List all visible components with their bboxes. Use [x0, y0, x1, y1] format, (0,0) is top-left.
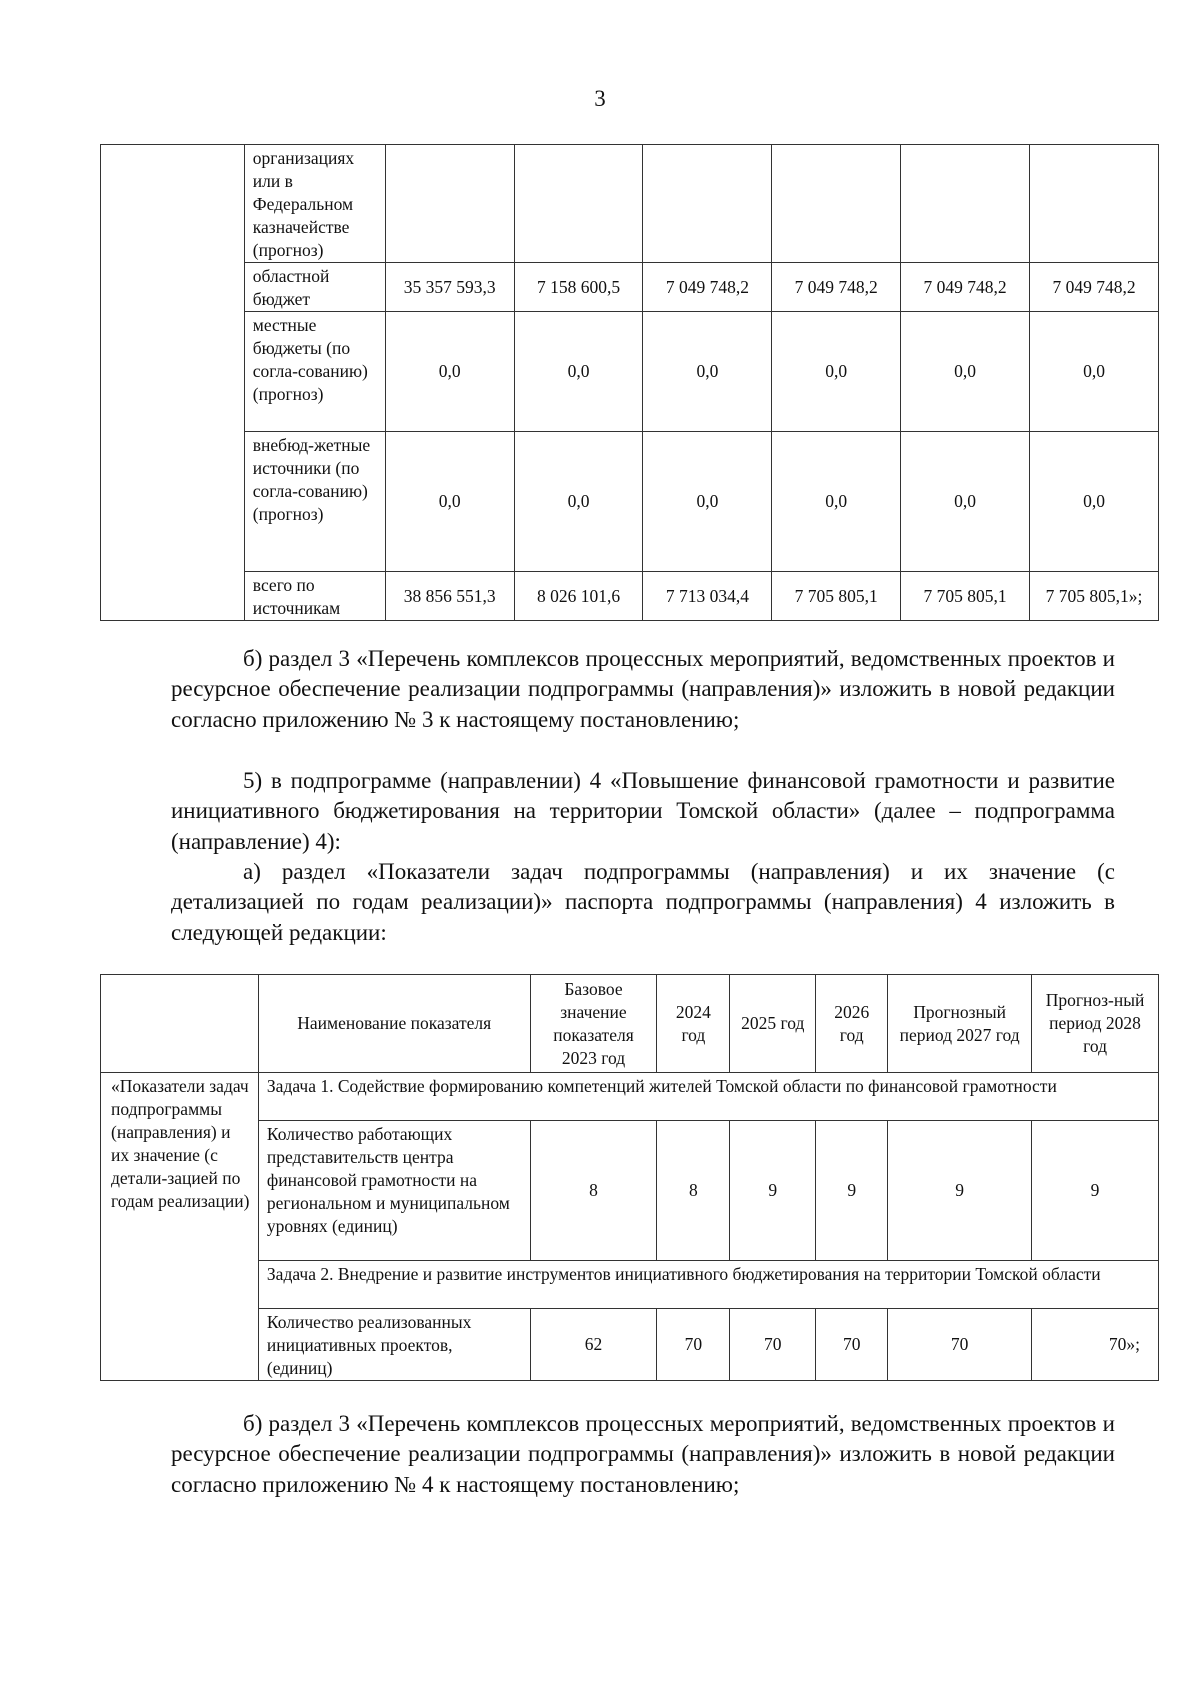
column-header: 2025 год [730, 975, 816, 1073]
paragraph: б) раздел 3 «Перечень комплексов процессных мероприятий, ведомственных проектов и ресурсное обеспечение реализации подпрограммы (направления)» изложить в новой редакции согласно приложению № 4 к настоящему постановлению; [171, 1411, 1115, 1497]
task-row [101, 1073, 1159, 1121]
table-cell: 70 [657, 1309, 730, 1381]
task-1: Задача 1. Содействие формированию компетенций жителей Томской области по финансовой грамотности [258, 1073, 1158, 1121]
page-number: 3 [594, 86, 606, 111]
indicator-name: Количество работающих представительств центра финансовой грамотности на региональном и муниципальном уровнях (единиц) [258, 1121, 530, 1261]
column-header: 2024 год [657, 975, 730, 1073]
row-label: организациях или в Федеральном казначействе (прогноз) [244, 145, 385, 263]
column-header: Прогнозный период 2027 год [888, 975, 1032, 1073]
table-cell: 0,0 [901, 312, 1030, 432]
paragraph: б) раздел 3 «Перечень комплексов процессных мероприятий, ведомственных проектов и ресурсное обеспечение реализации подпрограммы (направления)» изложить в новой редакции согласно приложению № 3 к настоящему постановлению; [171, 646, 1115, 732]
table-row [101, 432, 1159, 572]
table-cell: 35 357 593,3 [385, 263, 514, 312]
table-cell: 0,0 [385, 312, 514, 432]
table-cell: 7 705 805,1 [772, 572, 901, 621]
table-cell: 0,0 [514, 312, 643, 432]
task-row [101, 1261, 1159, 1309]
empty-cell [101, 145, 245, 621]
table-cell: 0,0 [514, 432, 643, 572]
table-cell [385, 145, 514, 263]
table-cell: 7 049 748,2 [901, 263, 1030, 312]
table-row [101, 312, 1159, 432]
table-cell: 0,0 [643, 432, 772, 572]
table-cell: 8 [657, 1121, 730, 1261]
column-header: Прогноз-ный период 2028 год [1032, 975, 1159, 1073]
table-cell: 38 856 551,3 [385, 572, 514, 621]
table-cell: 8 [530, 1121, 657, 1261]
table-cell: 70 [888, 1309, 1032, 1381]
row-label: областной бюджет [244, 263, 385, 312]
table-cell: 9 [1032, 1121, 1159, 1261]
task-2: Задача 2. Внедрение и развитие инструментов инициативного бюджетирования на территории Томской области [258, 1261, 1158, 1309]
table-cell [643, 145, 772, 263]
table-cell: 0,0 [385, 432, 514, 572]
table-row [101, 145, 1159, 263]
row-label: всего по источникам [244, 572, 385, 621]
table-cell: 8 026 101,6 [514, 572, 643, 621]
row-label: местные бюджеты (по согла-сованию) (прогноз) [244, 312, 385, 432]
table-cell [772, 145, 901, 263]
table-cell: 0,0 [1030, 312, 1159, 432]
table-cell: 0,0 [772, 312, 901, 432]
table-cell: 7 049 748,2 [772, 263, 901, 312]
table-cell: 7 713 034,4 [643, 572, 772, 621]
empty-cell [101, 975, 259, 1073]
table-cell: 9 [816, 1121, 888, 1261]
column-header: Наименование показателя [258, 975, 530, 1073]
table-cell [901, 145, 1030, 263]
table-cell: 9 [730, 1121, 816, 1261]
table-row [101, 263, 1159, 312]
table-header-row [101, 975, 1159, 1073]
table-cell: 70»; [1032, 1309, 1159, 1381]
table-cell: 0,0 [643, 312, 772, 432]
table-cell: 9 [888, 1121, 1032, 1261]
table-cell: 7 705 805,1»; [1030, 572, 1159, 621]
table-cell: 7 049 748,2 [643, 263, 772, 312]
paragraph: а) раздел «Показатели задач подпрограммы (направления) и их значение (с детализацией по годам реализации)» паспорта подпрограммы (направления) 4 изложить в следующей редакции: [171, 859, 1115, 945]
table-cell: 7 049 748,2 [1030, 263, 1159, 312]
column-header: Базовое значение показателя 2023 год [530, 975, 657, 1073]
table-cell: 7 158 600,5 [514, 263, 643, 312]
funding-table [100, 144, 1159, 621]
table-cell [1030, 145, 1159, 263]
table-row [101, 1309, 1159, 1381]
table-cell: 70 [730, 1309, 816, 1381]
table-cell: 0,0 [1030, 432, 1159, 572]
indicators-table [100, 974, 1159, 1381]
section-label: «Показатели задач подпрограммы (направления) и их значение (с детали-зацией по годам реализации) [101, 1073, 259, 1381]
table-row [101, 1121, 1159, 1261]
table-cell: 62 [530, 1309, 657, 1381]
table-row [101, 572, 1159, 621]
table-cell [514, 145, 643, 263]
table-cell: 7 705 805,1 [901, 572, 1030, 621]
indicator-name: Количество реализованных инициативных проектов, (единиц) [258, 1309, 530, 1381]
paragraph: 5) в подпрограмме (направлении) 4 «Повышение финансовой грамотности и развитие инициативного бюджетирования на территории Томской области» (далее – подпрограмма (направление) 4): [171, 768, 1115, 854]
table-cell: 0,0 [772, 432, 901, 572]
table-cell: 70 [816, 1309, 888, 1381]
row-label: внебюд-жетные источники (по согла-сованию) (прогноз) [244, 432, 385, 572]
column-header: 2026 год [816, 975, 888, 1073]
table-cell: 0,0 [901, 432, 1030, 572]
